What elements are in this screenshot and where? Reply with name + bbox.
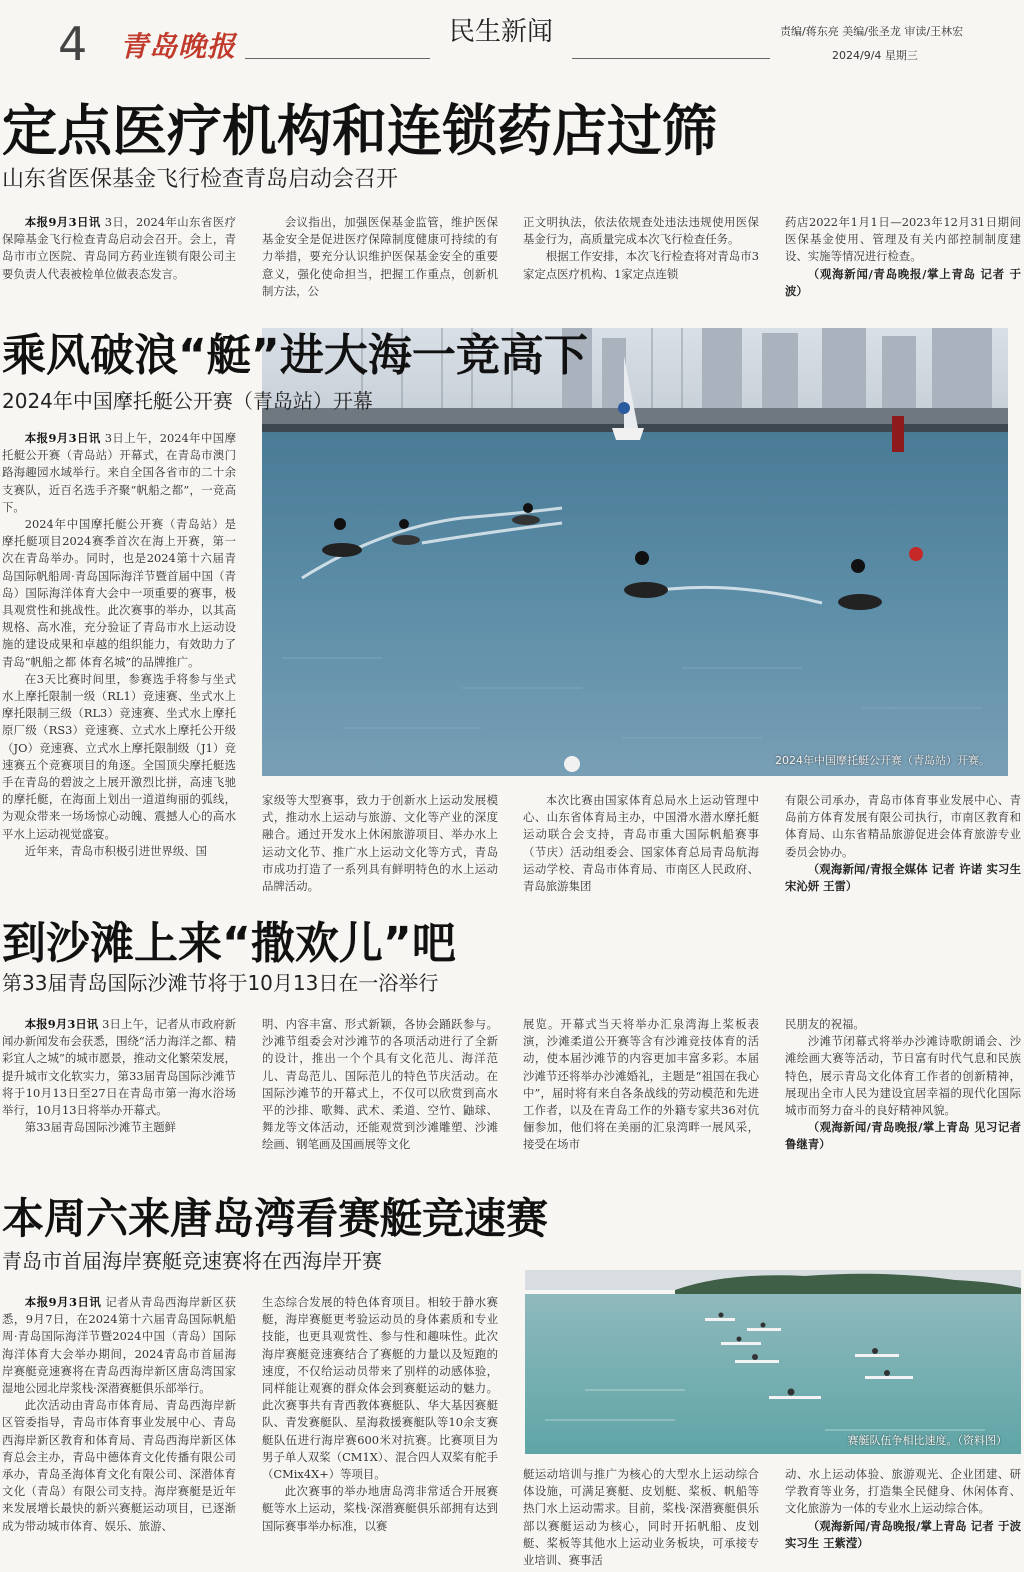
- article1-headline: 定点医疗机构和连锁药店过筛: [2, 99, 718, 163]
- article4-column-1: 本报9月3日讯 记者从青岛西海岸新区获悉，9月7日，在2024第十六届青岛国际帆船周·青岛国际海洋节暨2024中国（青岛）国际海洋体育大会举办期间，2024青岛市首届海岸赛艇竞速赛将在青岛西海岸新区唐岛湾国家湿地公园北岸浆栈·深潜赛艇俱乐部举行。 此次活动由青岛市体育局、青岛西海岸新区管委指导，青岛市体育事业发展中心、青岛西海岸新区教育和体育局、青岛西海岸新区体育总会主办，青岛中德体育文化传播有限公司承办，青岛圣海体育文化有限公司、深潜体育文化（青岛）有限公司支持。海岸赛艇是近年来发展增长最快的新兴赛艇运动项目，已逐渐成为带动城市体育、娱乐、旅游、: [2, 1295, 236, 1533]
- article3-column-2: 明、内容丰富、形式新颖，各协会踊跃参与。沙滩节组委会对沙滩节的各项活动进行了全新的设计，推出一个个具有文化范儿、海洋范儿、青岛范儿、国际范儿的特色节庆活动。在国际沙滩节的开幕式上，不仅可以欣赏到高水平的沙排、歌舞、武术、柔道、空竹、鼬球、舞龙等文体活动，还能观赏到沙滩雕塑、沙滩绘画、钢笔画及国画展等文化: [262, 1017, 498, 1152]
- article2-column-1: 本报9月3日讯 3日上午，2024年中国摩托艇公开赛（青岛站）开幕式，在青岛市澳门路海趣园水域举行。来自全国各省市的二十余支赛队，近百名选手齐聚“帆船之都”，一竞高下。 2024年中国摩托艇公开赛（青岛站）是摩托艇项目2024赛季首次在海上开赛，第一次在青岛举办。同时，也是2024第十六届青岛国际帆船周·青岛国际海洋节暨首届中国（青岛）国际海洋体育大会中一项重要的赛事，极具观赏性和挑战性。此次赛事的举办，以其高规格、高水准，充分验证了青岛市水上运动设施的建设成果和卓越的组织能力，有效助力了青岛“帆船之都 体育名城”的品牌推广。 在3天比赛时间里，参赛选手将参与坐式水上摩托限制一级（RL1）竞速赛、坐式水上摩托限制三级（RL3）竞速赛、坐式水上摩托原厂级（RS3）竞速赛、立式水上摩托公开级（JO）竞速赛、立式水上摩托限制级（J1）竞速赛五个竞赛项目的角逐。全国顶尖摩托艇选手在青岛的碧波之上展开激烈比拼，高速飞驰的摩托艇，在海面上划出一道道绚丽的弧线，为观众带来一场场惊心动魄、震撼人心的高水平水上运动视觉盛宴。 近年来，青岛市积极引进世界级、国: [2, 431, 236, 858]
- article2-column-3: 本次比赛由国家体育总局水上运动管理中心、山东省体育局主办，中国滑水潜水摩托艇运动联合会支持，青岛市重大国际帆船赛事（节庆）活动组委会、国家体育总局青岛航海运动学校、青岛市体育局、市南区人民政府、青岛旅游集团: [523, 793, 759, 894]
- article1-column-1: 本报9月3日讯 3日，2024年山东省医疗保障基金飞行检查青岛启动会召开。会上，青岛市市立医院、青岛同方药业连锁有限公司主要负责人代表被检单位做表态发言。: [2, 215, 236, 281]
- jet-ski-race-photo: [262, 328, 1008, 776]
- rowing-race-photo: [525, 1270, 1021, 1454]
- article2-column-2: 家级等大型赛事，致力于创新水上运动发展模式，推动水上运动与旅游、文化等产业的深度融合。通过开发水上休闲旅游项目、举办水上运动文化节、推广水上运动文化等方式，青岛市成功打造了一系列具有鲜明特色的水上运动品牌活动。: [262, 793, 498, 894]
- article1-lead: 本报9月3日讯: [24, 215, 101, 229]
- editor-credits: 责编/蒋东亮 美编/张圣龙 审读/王林宏: [780, 25, 964, 38]
- jet-ski-race-illustration: [262, 328, 1008, 776]
- page-number: 4: [58, 17, 88, 71]
- article4-byline: （观海新闻/青岛晚报/掌上青岛 记者 于波 实习生 王紫滢）: [785, 1518, 1021, 1550]
- article1-column-4: 药店2022年1月1日—2023年12月31日期间医保基金使用、管理及有关内部控制制度建设、实施等情况进行检查。 （观海新闻/青岛晚报/掌上青岛 记者 于波）: [785, 214, 1021, 304]
- article2-subhead: 2024年中国摩托艇公开赛（青岛站）开幕: [2, 389, 373, 413]
- article3-subhead: 第33届青岛国际沙滩节将于10月13日在一浴举行: [2, 971, 439, 995]
- article3-lead: 本报9月3日讯: [24, 1017, 99, 1031]
- article1-subhead: 山东省医保基金飞行检查青岛启动会召开: [2, 167, 399, 192]
- article2-headline: 乘风破浪“艇”进大海一竞高下: [2, 330, 588, 381]
- article4-lead: 本报9月3日讯: [24, 1295, 102, 1309]
- article4-column-4: 动、水上运动体验、旅游观光、企业团建、研学教育等业务，打造集全民健身、休闲体育、文化旅游为一体的专业水上运动综合体。 （观海新闻/青岛晚报/掌上青岛 记者 于波 实习生 王紫滢）: [785, 1466, 1021, 1572]
- article1-column-2: 会议指出，加强医保基金监管，维护医保基金安全是促进医疗保障制度健康可持续的有力举措，要充分认识维护医保基金安全的重要意义，强化使命担当，把握工作重点，创新机制方法，公: [262, 215, 498, 298]
- article3-headline: 到沙滩上来“撒欢儿”吧: [2, 918, 456, 969]
- jet-ski-photo-caption: 2024年中国摩托艇公开赛（青岛站）开赛。: [775, 754, 990, 767]
- section-title: 民生新闻: [448, 17, 553, 47]
- article4-column-2: 生态综合发展的特色体育项目。相较于静水赛艇，海岸赛艇更考验运动员的身体素质和专业技能，也更具观赏性、参与性和趣味性。此次海岸赛艇竞速赛结合了赛艇的力量以及短跑的速度，不仅给运动员带来了别样的动感体验，同样能让观赛的群众体会到赛艇运动的魅力。此次赛事共有青西教体赛艇队、华大基因赛艇队、青发赛艇队、星海救援赛艇队等10余支赛艇队伍进行海岸赛600米对抗赛。比赛项目为男子单人双桨（CM1X）、混合四人双桨有舵手（CMix4X+）等项目。 此次赛事的举办地唐岛湾非常适合开展赛艇等水上运动，桨栈·深潜赛艇俱乐部拥有达到国际赛事举办标准，以赛: [262, 1295, 498, 1533]
- article4-headline: 本周六来唐岛湾看赛艇竞速赛: [2, 1194, 549, 1243]
- article2-byline: （观海新闻/青报全媒体 记者 许诺 实习生 宋沁妍 王雷）: [785, 861, 1021, 894]
- issue-date: 2024/9/4 星期三: [832, 49, 918, 62]
- article1-column-3: 正文明执法，依法依规查处违法违规使用医保基金行为，高质量完成本次飞行检查任务。 根据工作安排，本次飞行检查将对青岛市3家定点医疗机构、1家定点连锁: [523, 215, 759, 281]
- rowing-race-illustration: [525, 1270, 1021, 1454]
- article4-subhead: 青岛市首届海岸赛艇竞速赛将在西海岸开赛: [2, 1249, 382, 1273]
- article3-column-1: 本报9月3日讯 3日上午，记者从市政府新闻办新闻发布会获悉，围绕“活力海洋之都、精彩宜人之城”的城市愿景，推动文化繁荣发展，提升城市文化软实力，第33届青岛国际沙滩节将于10月13日至27日在青岛市第一海水浴场举行，10月13日将举办开幕式。 第33届青岛国际沙滩节主题鲜: [2, 1017, 236, 1135]
- masthead-rule-right: [572, 58, 770, 59]
- article2-column-4: 有限公司承办，青岛市体育事业发展中心、青岛前方体育发展有限公司执行，市南区教育和体育局、山东省精品旅游促进会体育旅游专业委员会协办。 （观海新闻/青报全媒体 记者 许诺 实习生 宋沁妍 王雷）: [785, 792, 1021, 896]
- article1-byline: （观海新闻/青岛晚报/掌上青岛 记者 于波）: [785, 266, 1021, 298]
- masthead-rule-left: [245, 58, 430, 59]
- rowing-photo-caption: 赛艇队伍争相比速度。（资料图）: [847, 1434, 1007, 1447]
- article3-byline: （观海新闻/青岛晚报/掌上青岛 见习记者 鲁继青）: [785, 1120, 1021, 1152]
- article3-column-3: 展览。开幕式当天将举办汇泉湾海上桨板表演，沙滩柔道公开赛等含有沙滩竞技体育的活动，使本届沙滩节的内容更加丰富多彩。本届沙滩节还将举办沙滩婚礼，主题是“祖国在我心中”，届时将有来自各条战线的劳动模范和先进工作者，以及在青岛工作的外籍专家共36对伉俪参加，他们将在美丽的汇泉湾畔一展风采，接受在场市: [523, 1017, 759, 1152]
- newspaper-logo: 青岛晚报: [120, 30, 237, 63]
- article3-column-4: 民朋友的祝福。 沙滩节闭幕式将举办沙滩诗歌朗诵会、沙滩绘画大赛等活动，节日富有时代气息和民族特色，展示青岛文化体育工作者的创新精神，展现出全市人民为建设宜居幸福的现代化国际城市而努力奋斗的良好精神风貌。 （观海新闻/青岛晚报/掌上青岛 见习记者 鲁继青）: [785, 1016, 1021, 1176]
- article4-column-3: 艇运动培训与推广为核心的大型水上运动综合体设施，可满足赛艇、皮划艇、桨板、帆船等热门水上运动需求。目前，桨栈·深潜赛艇俱乐部以赛艇运动为核心，同时开拓帆船、皮划艇、桨板等其他水上运动业务板块，可承接专业培训、赛事活: [523, 1467, 759, 1568]
- article2-lead: 本报9月3日讯: [24, 431, 101, 445]
